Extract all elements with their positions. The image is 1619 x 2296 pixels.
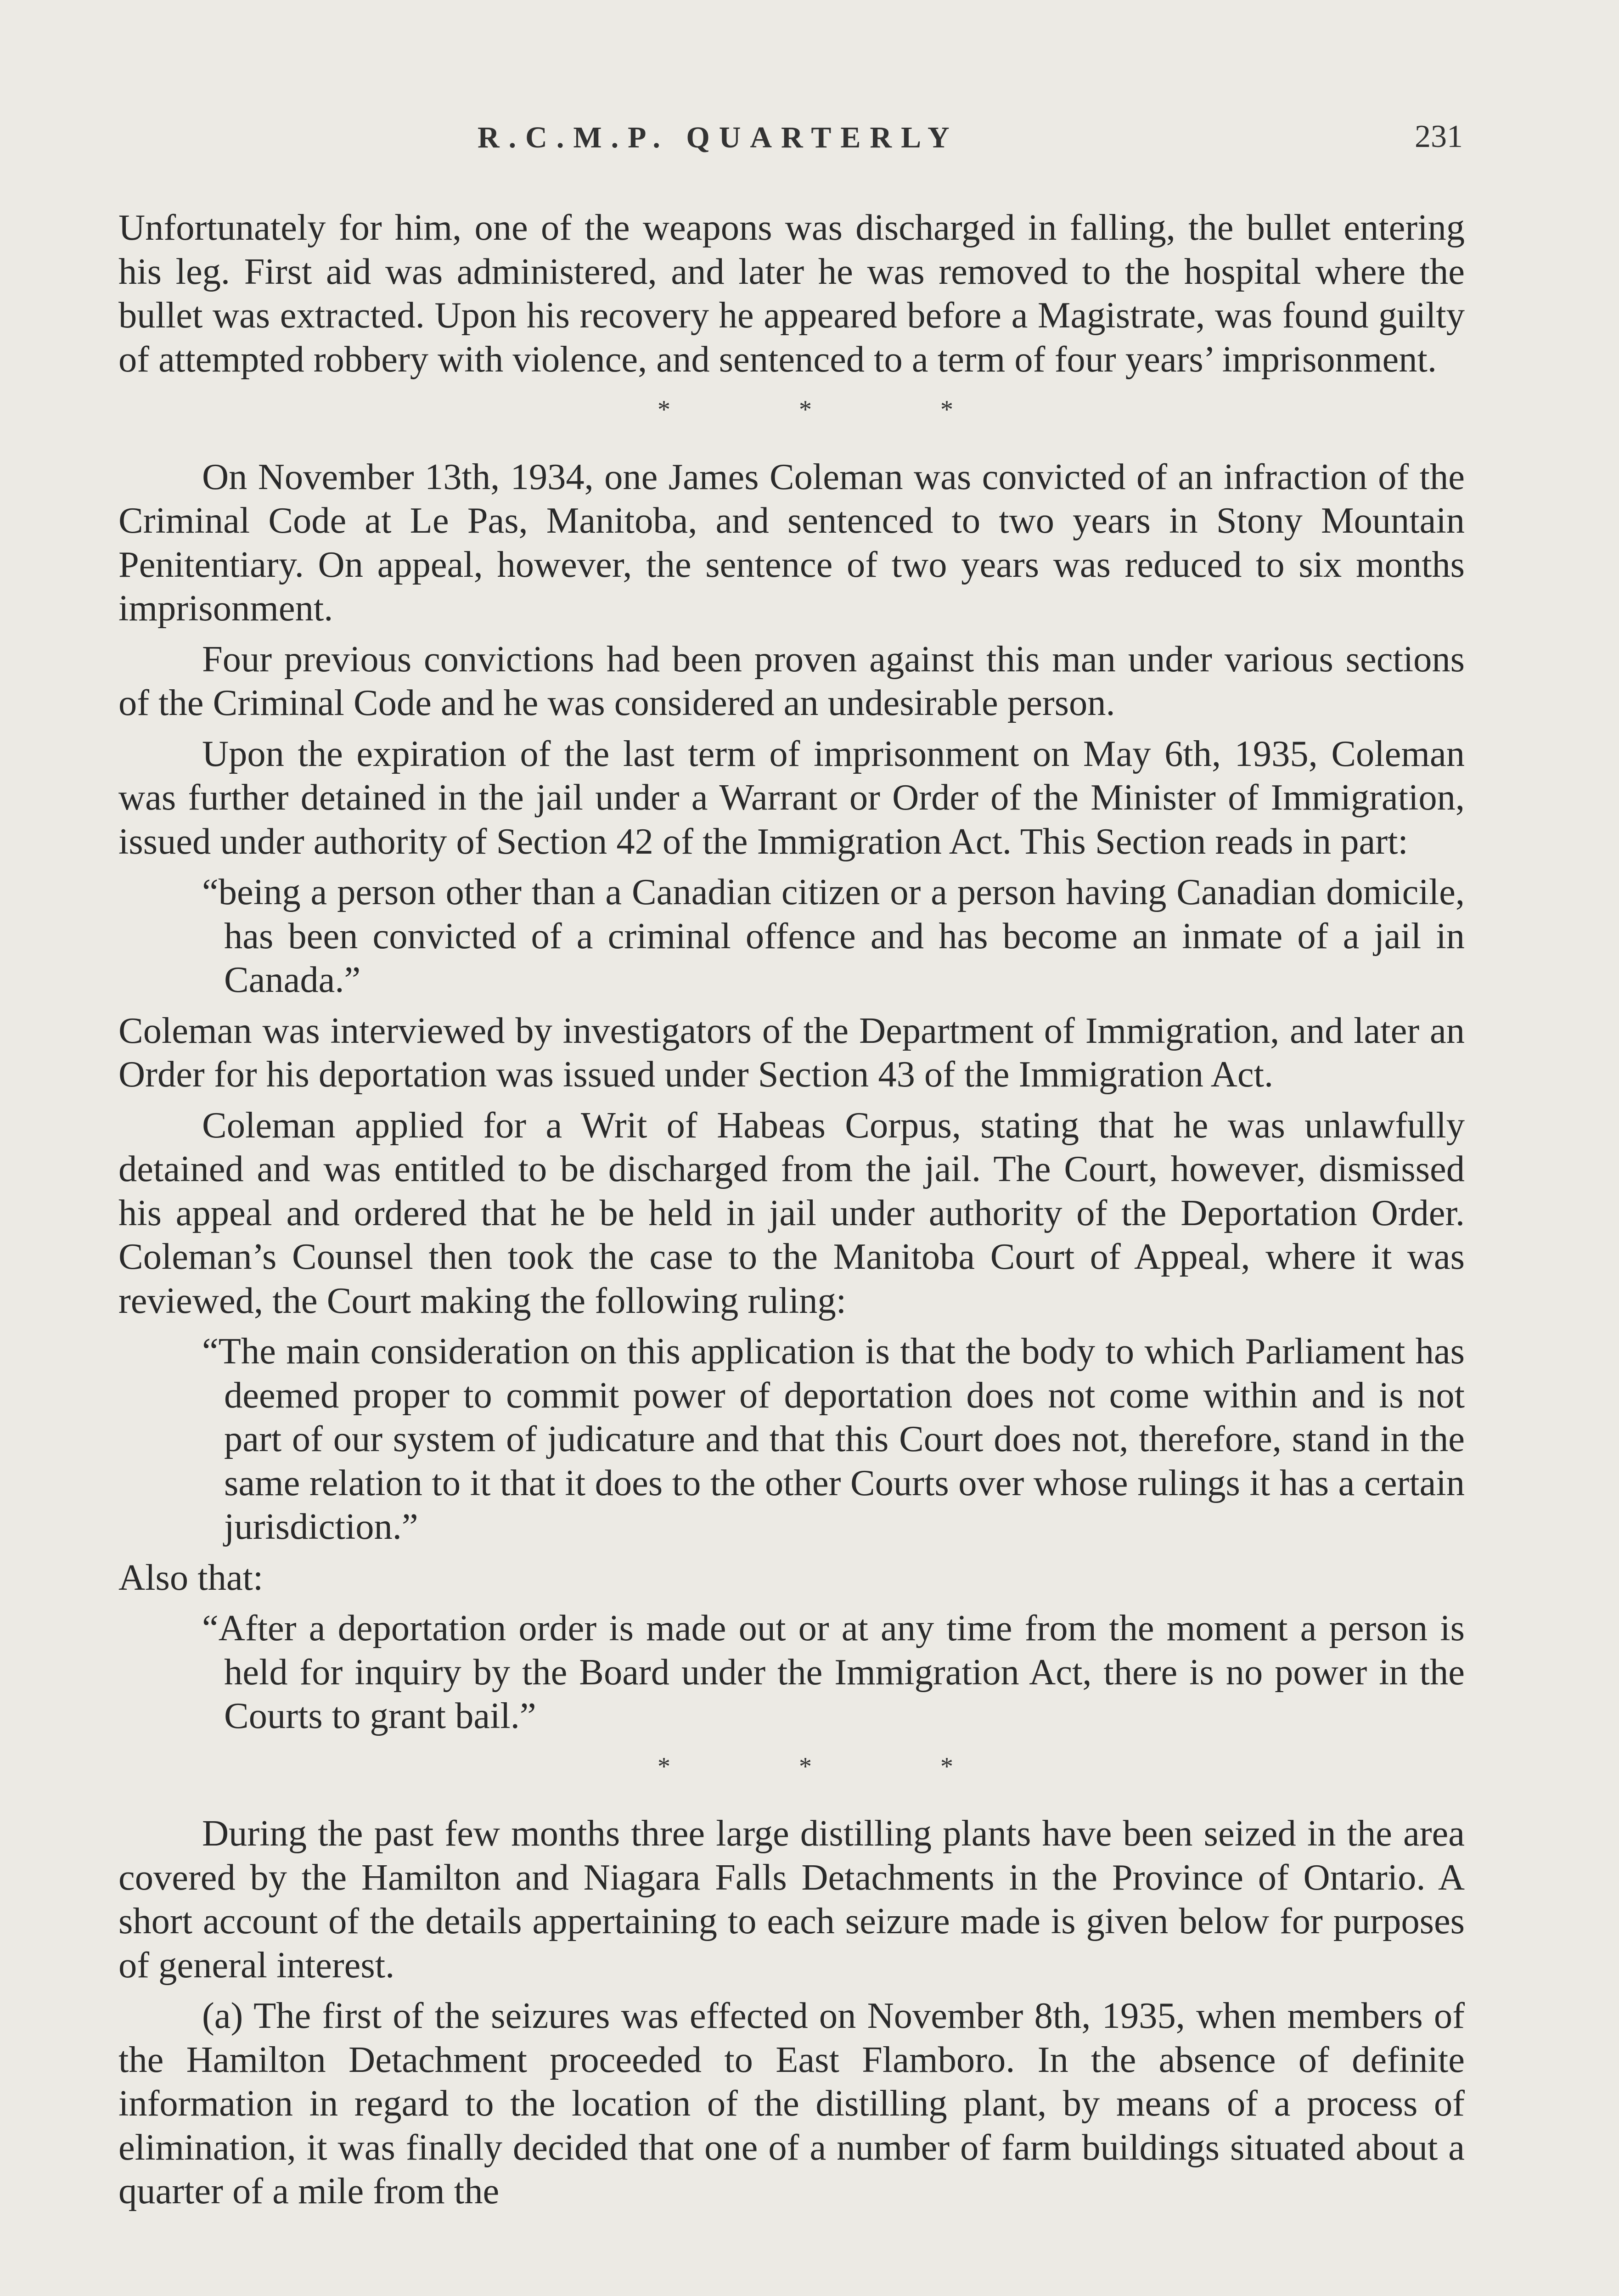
asterisk: *	[940, 395, 953, 424]
asterisk: *	[658, 1752, 670, 1781]
asterisk: *	[799, 1752, 812, 1781]
body-text	[118, 206, 1465, 2220]
block-quote: “being a person other than a Canadian citizen or a person having Canadian domicile, has been convicted of a criminal offence and has become an inmate of a jail in Canada.”	[202, 872, 1465, 1000]
section-separator	[118, 388, 1465, 432]
paragraph: On November 13th, 1934, one James Coleman was convicted of an infraction of the Criminal Code at Le Pas, Manitoba, and sentenced to two years in Stony Mountain Penitentiary. On appeal, however, the sentence of two years was reduced to six months imprisonment.	[118, 456, 1465, 629]
paragraph: Unfortunately for him, one of the weapons was discharged in falling, the bullet entering his leg. First aid was administered, and later he was removed to the hospital where the bullet was extracted. Upon his recovery he appeared before a Magistrate, was found guilty of attempted robbery with violence, and sentenced to a term of four years’ imprisonment.	[118, 207, 1465, 380]
page-number: 231	[1415, 119, 1463, 154]
section-separator	[118, 1745, 1465, 1789]
paragraph: Coleman was interviewed by investigators of the Department of Immigration, and later an Order for his deportation was issued under Section 43 of the Immigration Act.	[118, 1010, 1465, 1095]
paragraph: Four previous convictions had been proven against this man under various sections of the Criminal Code and he was considered an undesirable person.	[118, 638, 1465, 723]
paragraph: (a) The first of the seizures was effected on November 8th, 1935, when members of the Hamilton Detachment proceeded to East Flamboro. In the absence of definite information in regard to the location of the distilling plant, by means of a process of elimination, it was finally decided that one of a number of farm buildings situated about a quarter of a mile from the	[118, 1995, 1465, 2212]
block-quote: “The main consideration on this application is that the body to which Parliament has deemed proper to commit power of deportation does not come within and is not part of our system of judicature and that this Court does not, therefore, stand in the same relation to it that it does to the other Courts over whose rulings it has a certain jurisdiction.”	[202, 1331, 1465, 1547]
paragraph: Upon the expiration of the last term of imprisonment on May 6th, 1935, Coleman was further detained in the jail under a Warrant or Order of the Minister of Immigration, issued under authority of Section 42 of the Immigration Act. This Section reads in part:	[118, 733, 1465, 862]
block-quote: “After a deportation order is made out or at any time from the moment a person is held for inquiry by the Board under the Immigration Act, there is no power in the Courts to grant bail.”	[202, 1608, 1465, 1736]
asterisk: *	[940, 1752, 953, 1781]
paragraph: Also that:	[118, 1557, 264, 1598]
asterisk: *	[658, 395, 670, 424]
paragraph: Coleman applied for a Writ of Habeas Corpus, stating that he was unlawfully detained and was entitled to be discharged from the jail. The Court, however, dismissed his appeal and ordered that he be held in jail under authority of the Deportation Order. Coleman’s Counsel then took the case to the Manitoba Court of Appeal, where it was reviewed, the Court making the following ruling:	[118, 1104, 1465, 1321]
paragraph: During the past few months three large distilling plants have been seized in the area covered by the Hamilton and Niagara Falls Detachments in the Province of Ontario. A short account of the details appertaining to each seizure made is given below for purposes of general interest.	[118, 1813, 1465, 1986]
running-header-title: R.C.M.P. QUARTERLY	[478, 121, 959, 154]
asterisk: *	[799, 395, 812, 424]
